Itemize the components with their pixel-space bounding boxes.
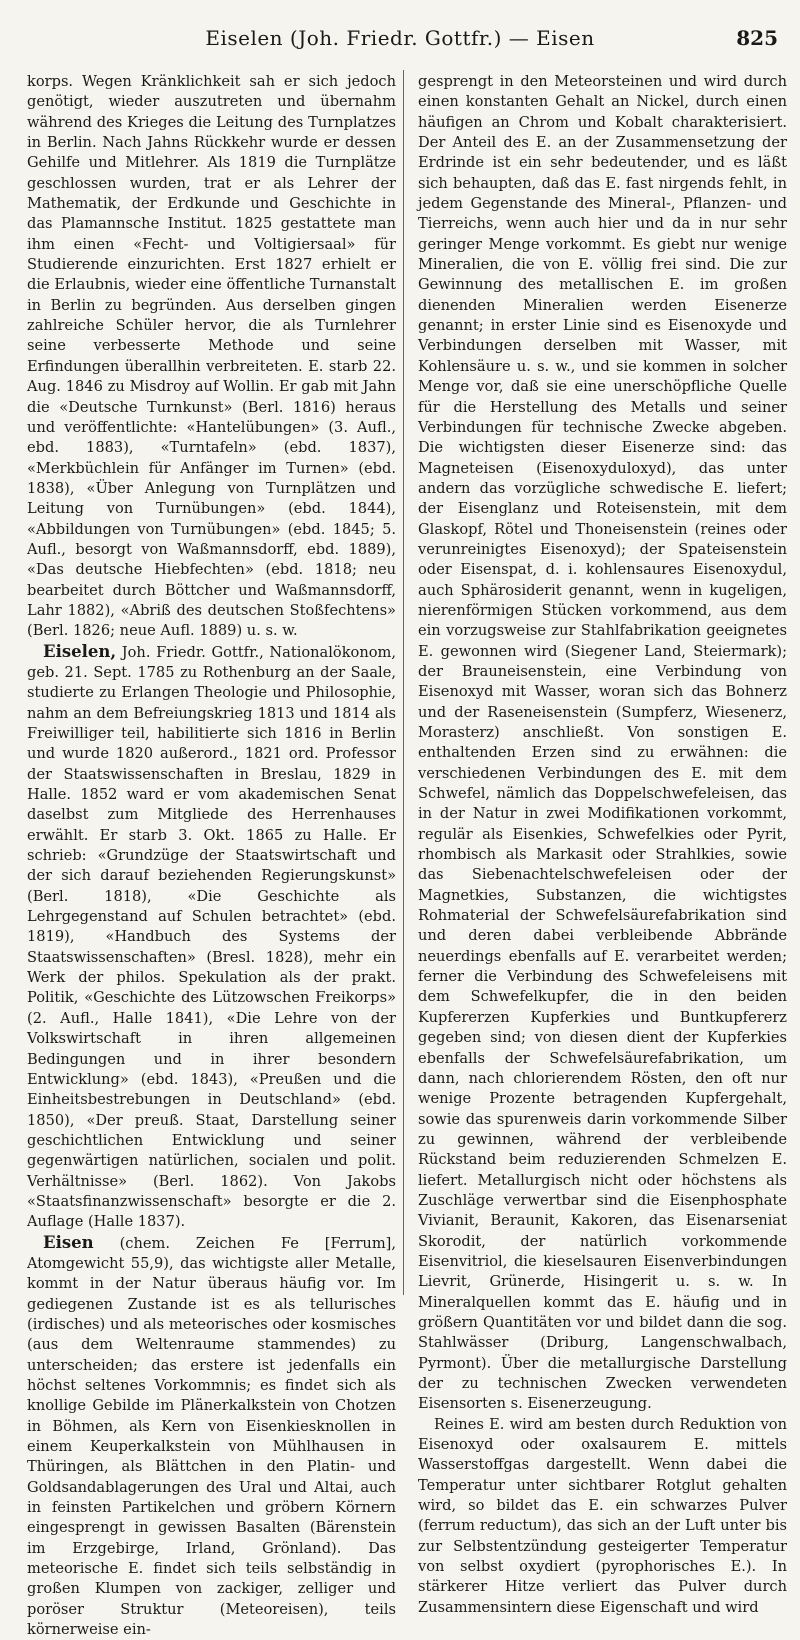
column-divider (403, 70, 404, 1295)
entry-eisen (27, 1233, 396, 1640)
entry-eiselen-text: Joh. Friedr. Gottfr., Nationalökonom, geb. 21. Sept. 1785 zu Rothenburg an der Saale, studierte zu Erlangen Theologie und Philosophie, nahm an dem Befreiungskrieg 1813 und 1814 als Freiwilliger teil, habilitierte sich 1816 in Berlin und wurde 1820 außerord., 1821 ord. Professor der Staatswissenschaften in Breslau, 1829 in Halle. 1852 ward er vom akademischen Senat daselbst zum Mitgliede des Herrenhauses erwählt. Er starb 3. Okt. 1865 zu Halle. Er schrieb: «Grundzüge der Staatswirtschaft und der sich darauf beziehenden Regierungskunst» (Berl. 1818), «Die Geschichte als Lehrgegenstand auf Schulen betrachtet» (ebd. 1819), «Handbuch des Systems der Staatswissenschaften» (Bresl. 1828), mehr ein Werk der philos. Spekulation als der prakt. Politik, «Geschichte des Lützowschen Freikorps» (2. Aufl., Halle 1841), «Die Lehre von der Volkswirtschaft in ihren allgemeinen Bedingungen und in ihrer besondern Entwicklung» (ebd. 1843), «Preußen und die Einheitsbestrebungen in Deutschland» (ebd. 1850), «Der preuß. Staat, Darstellung seiner geschichtlichen Entwicklung und seiner gegenwärtigen natürlichen, socialen und polit. Verhältnisse» (Berl. 1862). Von Jakobs «Staatsfinanzwissenschaft» besorgte er die 2. Auflage (Halle 1837). (27, 643, 396, 1231)
entry-eiselen (27, 642, 396, 1233)
paragraph-reines-eisen: Reines E. wird am besten durch Reduktion von Eisenoxyd oder oxalsaurem E. mittels Wasserstoffgas dargestellt. Wenn dabei die Temperatur unter sichtbarer Rotglut gehalten wird, so bildet das E. ein schwarzes Pulver (ferrum reductum), das sich an der Luft unter bis zur Selbstentzündung gesteigerter Temperatur von selbst oxydiert (pyrophorisches E.). In stärkerer Hitze verliert das Pulver durch Zusammensintern diese Eigenschaft und wird (418, 1415, 787, 1616)
headword-eiselen: Eiselen, (43, 641, 117, 661)
right-column (418, 72, 787, 1618)
headword-eisen: Eisen (43, 1232, 94, 1252)
paragraph-eisen-continuation: gesprengt in den Meteorsteinen und wird durch einen konstanten Gehalt an Nickel, durch einen häufigen an Chrom und Kobalt charakterisiert. Der Anteil des E. an der Zusammensetzung der Erdrinde ist ein sehr bedeutender, und es läßt sich behaupten, daß das E. fast nirgends fehlt, in jedem Gegenstande des Mineral-, Pflanzen- und Tierreichs, wenn auch hier und da in nur sehr geringer Menge vorkommt. Es giebt nur wenige Mineralien, die von E. völlig frei sind. Die zur Gewinnung des metallischen E. im großen dienenden Mineralien werden Eisenerze genannt; in erster Linie sind es Eisenoxyde und Verbindungen derselben mit Wasser, mit Kohlensäure u. s. w., und sie kommen in solcher Menge vor, daß sie eine unerschöpfliche Quelle für die Herstellung des Metalls und seiner Verbindungen für technische Zwecke abgeben. Die wichtigsten dieser Eisenerze sind: das Magneteisen (Eisenoxyduloxyd), das unter andern das vorzügliche schwedische E. liefert; der Eisenglanz und Roteisenstein, mit dem Glaskopf, Rötel und Thoneisenstein (reines oder verunreinigtes Eisenoxyd); der Spateisenstein oder Eisenspat, d. i. kohlensaures Eisenoxydul, auch Sphärosiderit genannt, wenn in kugeligen, nierenförmigen Stücken vorkommend, aus dem ein vorzugsweise zur Stahlfabrikation geeignetes E. gewonnen wird (Siegener Land, Steiermark); der Brauneisenstein, eine Verbindung von Eisenoxyd mit Wasser, woran sich das Bohnerz und der Raseneisenstein (Sumpferz, Wiesenerz, Morasterz) anschließt. Von sonstigen E. enthaltenden Erzen sind zu erwähnen: die verschiedenen Verbindungen des E. mit dem Schwefel, nämlich das Doppelschwefeleisen, das in der Natur in zwei Modifikationen vorkommt, regulär als Eisenkies, Schwefelkies oder Pyrit, rhombisch als Markasit oder Strahlkies, sowie das Siebenachtelschwefeleisen oder der Magnetkies, Substanzen, die wichtigstes Rohmaterial der Schwefelsäurefabrikation sind und deren dabei verbleibende Abbrände neuerdings ebenfalls auf E. verarbeitet werden; ferner die Verbindung des Schwefeleisens mit dem Schwefelkupfer, die in den beiden Kupfererzen Kupferkies und Buntkupfererz gegeben sind; von diesen dient der Kupferkies ebenfalls der Schwefelsäurefabrikation, um dann, nach chlorierendem Rösten, den oft nur wenige Prozente betragenden Kupfergehalt, sowie das spurenweis darin vorkommende Silber zu gewinnen, während der verbleibende Rückstand beim reduzierenden Schmelzen E. liefert. Metallurgisch nicht oder höchstens als Zuschläge verwertbar sind die Eisenphosphate Vivianit, Beraunit, Kakoren, das Eisenarseniat Skorodit, der natürlich vorkommende Eisenvitriol, die kieselsauren Eisenverbindungen Lievrit, Grünerde, Hisingerit u. s. w. In Mineralquellen kommt das E. häufig und in größern Quantitäten vor und bildet dann die sog. Stahlwässer (Driburg, Langenschwalbach, Pyrmont). Über die metallurgische Darstellung der zu technischen Zwecken verwendeten Eisensorten s. Eisenerzeugung. (418, 73, 787, 1413)
page-number: 825 (736, 26, 778, 50)
paragraph-jahn-continuation: korps. Wegen Kränklichkeit sah er sich jedoch genötigt, wieder auszutreten und übernahm während des Krieges die Leitung des Turnplatzes in Berlin. Nach Jahns Rückkehr wurde er dessen Gehilfe und Mitlehrer. Als 1819 die Turnplätze geschlossen wurden, trat er als Lehrer der Mathematik, der Erdkunde und Geschichte in das Plamannsche Institut. 1825 gestattete man ihm einen «Fecht- und Voltigiersaal» für Studierende einzurichten. Erst 1827 erhielt er die Erlaubnis, wieder eine öffentliche Turnanstalt in Berlin zu begründen. Aus derselben gingen zahlreiche Schüler hervor, die als Turnlehrer seine verbesserte Methode und seine Erfindungen überallhin verbreiteten. E. starb 22. Aug. 1846 zu Misdroy auf Wollin. Er gab mit Jahn die «Deutsche Turnkunst» (Berl. 1816) heraus und veröffentlichte: «Hantelübungen» (3. Aufl., ebd. 1883), «Turntafeln» (ebd. 1837), «Merkbüchlein für Anfänger im Turnen» (ebd. 1838), «Über Anlegung von Turnplätzen und Leitung von Turnübungen» (ebd. 1844), «Abbildungen von Turnübungen» (ebd. 1845; 5. Aufl., besorgt von Waßmannsdorff, ebd. 1889), «Das deutsche Hiebfechten» (ebd. 1818; neu bearbeitet durch Böttcher und Waßmannsdorff, Lahr 1882), «Abriß des deutschen Stoßfechtens» (Berl. 1826; neue Aufl. 1889) u. s. w. (27, 73, 396, 640)
entry-eisen-text: (chem. Zeichen Fe [Ferrum], Atomgewicht 55,9), das wichtigste aller Metalle, kommt in der Natur überaus häufig vor. Im gediegenen Zustande ist es als tellurisches (irdisches) und als meteorisches oder kosmisches (aus dem Weltenraume stammendes) zu unterscheiden; das erstere ist jedenfalls ein höchst seltenes Vorkommnis; es findet sich als knollige Gebilde im Plänerkalkstein von Chotzen in Böhmen, als Kern von Eisenkiesknollen in einem Keuperkalkstein von Mühlhausen in Thüringen, als Blättchen in den Platin- und Goldsandablagerungen des Ural und Altai, auch in feinsten Partikelchen und gröbern Körnern eingesprengt in gewissen Basalten (Bärenstein im Erzgebirge, Irland, Grönland). Das meteorische E. findet sich teils selbständig in großen Klumpen von zackiger, zelliger und poröser Struktur (Meteoreisen), teils körnerweise ein- (27, 1234, 396, 1639)
page-header (0, 0, 800, 62)
running-title: Eiselen (Joh. Friedr. Gottfr.) — Eisen (205, 26, 595, 50)
left-column (27, 72, 396, 1640)
